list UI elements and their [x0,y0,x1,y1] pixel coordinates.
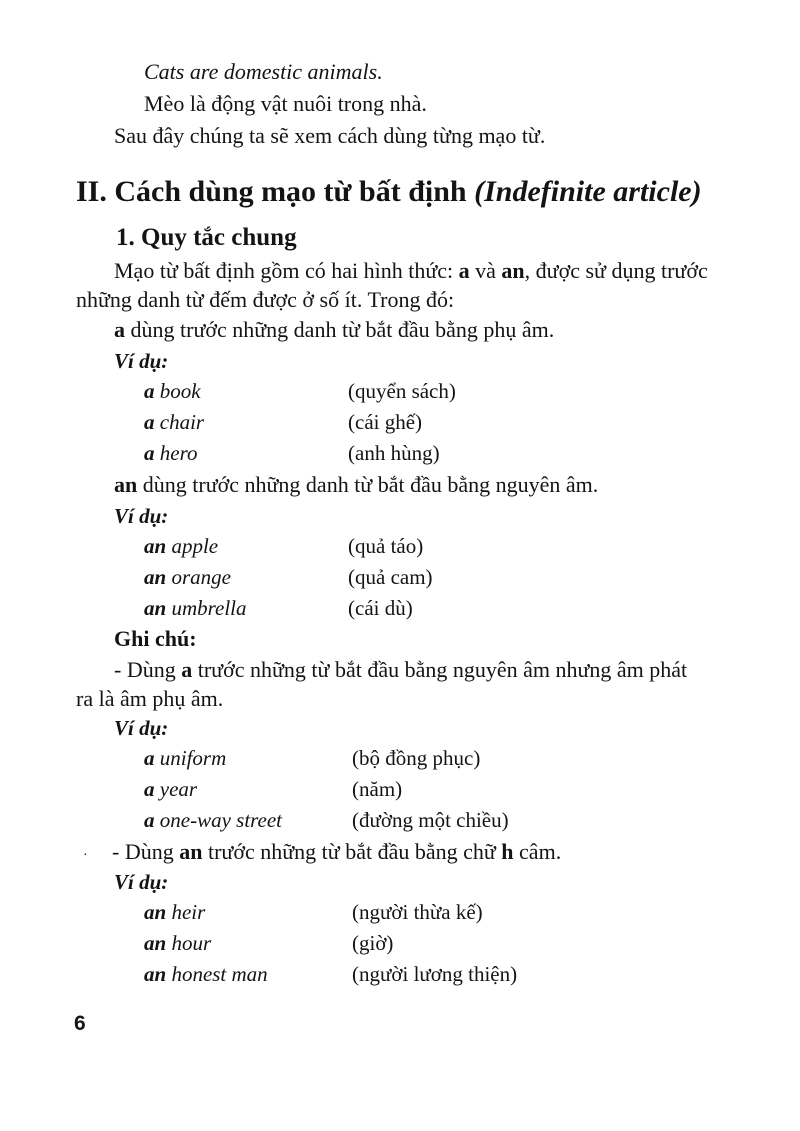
note-text: - Dùng [112,839,180,864]
example-label: Ví dụ: [114,504,169,528]
example-english [144,407,204,437]
rule-a [114,315,554,345]
section-heading-text: II. Cách dùng mạo từ bất định [76,175,475,208]
page-number: 6 [74,1012,86,1035]
section-heading [76,172,702,212]
example-vietnamese: (bộ đồng phục) [352,746,481,770]
article: an [144,565,167,589]
noun: umbrella [166,596,247,620]
intro-vietnamese-sentence: Mèo là động vật nuôi trong nhà. [144,91,427,116]
noun: uniform [154,746,227,770]
example-english [144,774,197,804]
note-text: câm. [513,839,562,864]
noun: honest man [166,962,268,986]
article: a [144,746,155,770]
article: a [144,441,155,465]
article: an [144,596,167,620]
example-vietnamese: (cái dù) [348,596,413,620]
note-text: trước những từ bắt đầu bằng chữ [202,839,502,864]
example-english [144,593,247,623]
example-english [144,928,211,958]
noun: one-way street [154,808,283,832]
note-text: trước những từ bắt đầu bằng nguyên âm nhưng âm phát [192,657,688,682]
rule-text: dùng trước những danh từ bắt đầu bằng phụ âm. [125,317,555,342]
rule-paragraph-line1 [114,256,708,286]
intro-english-sentence: Cats are domestic animals. [144,59,383,84]
noun: book [154,379,201,403]
rule-an [114,470,598,500]
article-a: a [114,317,125,342]
example-vietnamese: (giờ) [352,931,394,955]
example-english [144,438,197,468]
noun: heir [166,900,206,924]
example-vietnamese: (quả cam) [348,565,433,589]
rule-text: và [469,258,502,283]
article: an [144,962,167,986]
article-an: an [501,258,525,283]
noun: hero [154,441,198,465]
example-label: Ví dụ: [114,349,169,373]
noun: hour [166,931,212,955]
article: a [144,379,155,403]
example-vietnamese: (anh hùng) [348,441,440,465]
subsection-heading: 1. Quy tắc chung [116,224,297,251]
article: an [144,534,167,558]
section-heading-italic: (Indefinite article) [474,175,702,208]
example-label: Ví dụ: [114,870,169,894]
rule-text: dùng trước những danh từ bắt đầu bằng nguyên âm. [137,472,599,497]
article-a: a [181,657,193,682]
example-vietnamese: (năm) [352,777,403,801]
article-an: an [179,839,203,864]
article: an [144,931,167,955]
article: a [144,410,155,434]
intro-transition-sentence: Sau đây chúng ta sẽ xem cách dùng từng mạo từ. [114,123,546,148]
example-english [144,959,268,989]
article: a [144,808,155,832]
example-english [144,805,282,835]
article-an: an [114,472,138,497]
noun: year [154,777,198,801]
note-text: - Dùng [114,657,182,682]
noun: chair [154,410,205,434]
example-english [144,376,201,406]
article-a: a [458,258,470,283]
noun: orange [166,565,231,589]
example-vietnamese: (đường một chiều) [352,808,509,832]
rule-text: Mạo từ bất định gồm có hai hình thức: [114,258,459,283]
example-english [144,897,205,927]
note-line2 [112,837,561,867]
example-english [144,743,226,773]
speck-mark: · [83,848,88,863]
note-line1 [114,655,687,685]
example-vietnamese: (người lương thiện) [352,962,518,986]
rule-text: , được sử dụng trước [524,258,708,283]
example-english [144,562,231,592]
note-title: Ghi chú: [114,626,197,651]
example-english [144,531,218,561]
article: a [144,777,155,801]
note-line1-continued: ra là âm phụ âm. [76,686,224,711]
example-vietnamese: (người thừa kế) [352,900,483,924]
article: an [144,900,167,924]
letter-h: h [501,839,514,864]
example-vietnamese: (cái ghế) [348,410,423,434]
rule-paragraph-line2: những danh từ đếm được ở số ít. Trong đó: [76,287,455,312]
example-vietnamese: (quả táo) [348,534,424,558]
noun: apple [166,534,219,558]
example-vietnamese: (quyển sách) [348,379,456,403]
example-label: Ví dụ: [114,716,169,740]
